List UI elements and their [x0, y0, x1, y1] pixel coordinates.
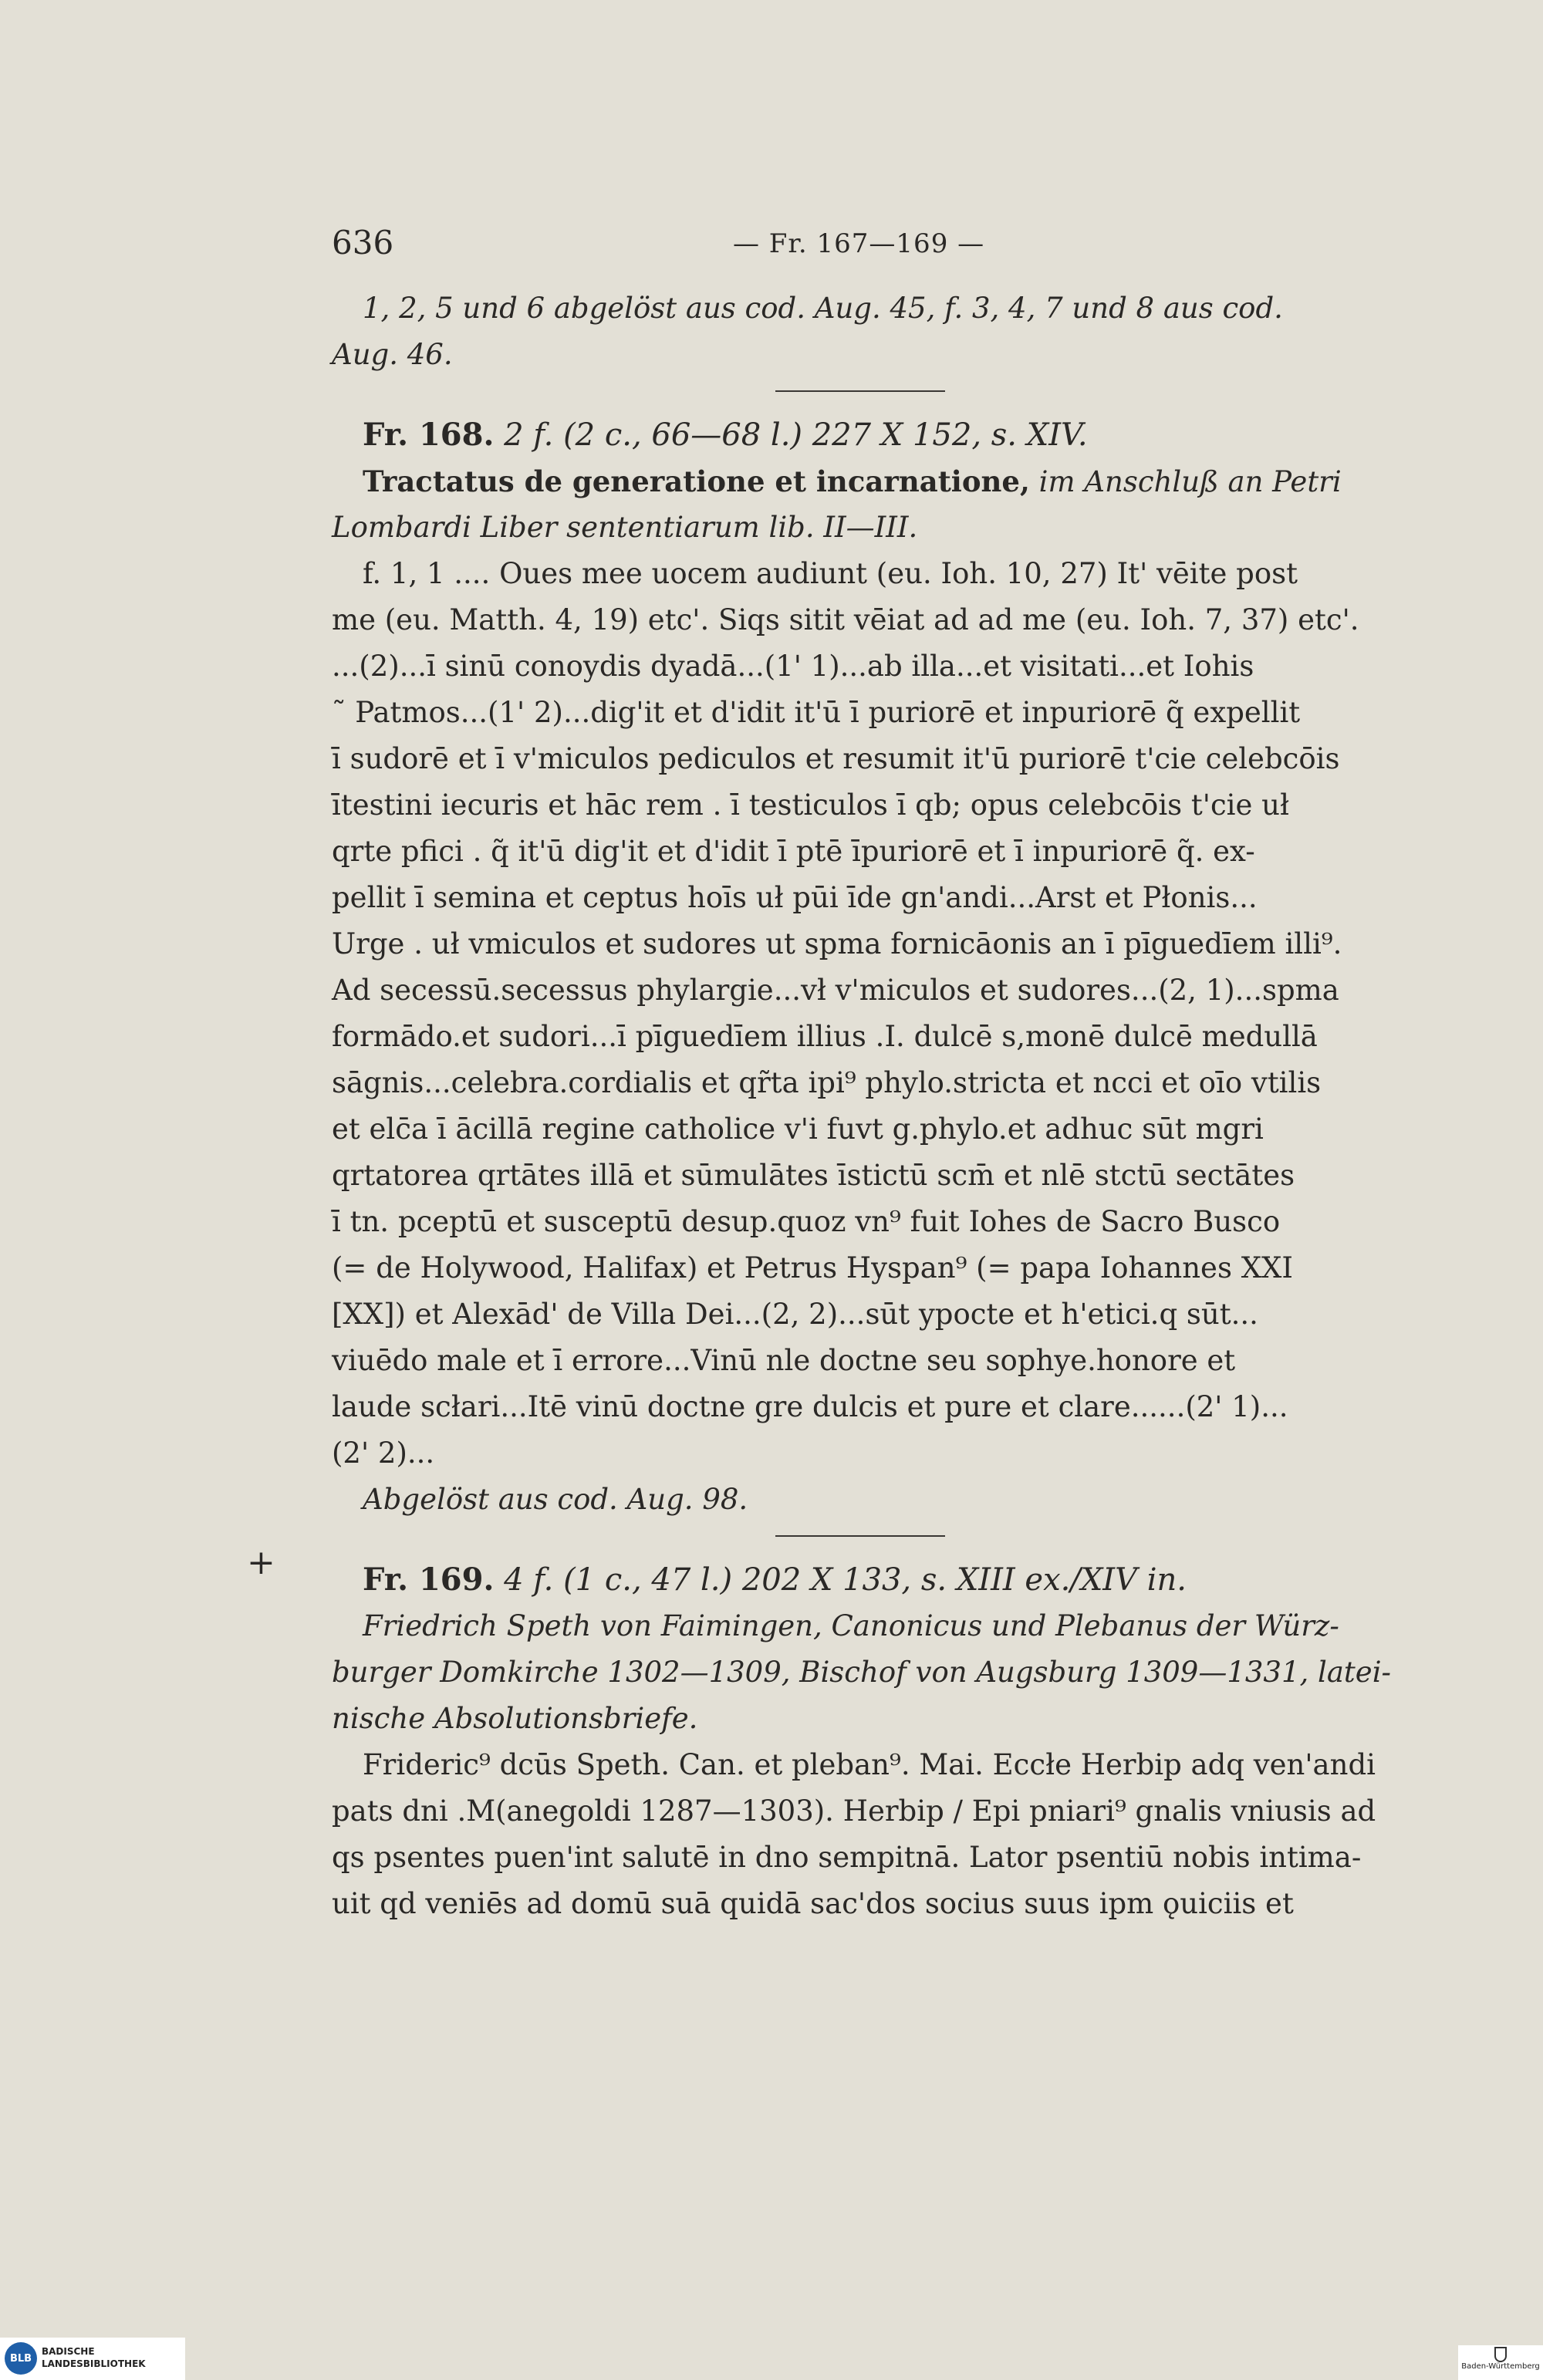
library-name: [42, 2345, 146, 2370]
fr169-title-number: Fr. 169.: [363, 1561, 495, 1598]
fr168-title-number: Fr. 168.: [363, 417, 495, 453]
fr169-description-line: Friedrich Speth von Faimingen, Canonicus und Plebanus der Würz-: [363, 1609, 1339, 1642]
fr168-body-line: qrte pfici . q̃ it'ū dig'it et d'idit ī ptē īpuriorē et ī inpuriorē q̃. ex-: [332, 835, 1255, 868]
fr168-body-line: ī sudorē et ī v'miculos pediculos et resumit it'ū puriorē t'cie celebcōis: [332, 742, 1340, 775]
state-footer: [1458, 2345, 1543, 2380]
fr168-title-details: 2 f. (2 c., 66—68 l.) 227 X 152, s. XIV.: [504, 417, 1088, 453]
intro-line-1: 1, 2, 5 und 6 abgelöst aus cod. Aug. 45, f. 3, 4, 7 und 8 aus cod.: [363, 292, 1283, 325]
intro-line-2: Aug. 46.: [332, 338, 453, 371]
fr169-body-line: qs psentes puen'int salutē in dno sempitnā. Lator psentiū nobis intima-: [332, 1841, 1362, 1874]
fr168-body-line: ītestini iecuris et hāc rem . ī testiculos ī qb; opus celebcōis t'cie uł: [332, 788, 1289, 822]
fr168-body-line: f. 1, 1 .... Oues mee uocem audiunt (eu. Ioh. 10, 27) It' vēite post: [363, 557, 1298, 590]
section-divider: [775, 390, 945, 392]
section-divider: [775, 1535, 945, 1537]
blb-logo-icon: BLB: [5, 2342, 37, 2375]
fr168-body-line: laude scłari...Itē vinū doctne gre dulcis et pure et clare......(2' 1)...: [332, 1390, 1288, 1423]
library-name-line2: LANDESBIBLIOTHEK: [42, 2358, 146, 2369]
fr168-body-line: et elc̄a ī ācillā regine catholice v'i fuvt g.phylo.et adhuc sūt mgri: [332, 1112, 1264, 1146]
page-number: 636: [332, 224, 394, 262]
fr168-body-line: Urge . uł vmiculos et sudores ut spma fornicāonis an ī pīguedīem illi⁹.: [332, 927, 1342, 960]
fr168-body-line: Ad secessū.secessus phylargie...vł v'miculos et sudores...(2, 1)...spma: [332, 974, 1339, 1007]
fr168-body-line: viuēdo male et ī errore...Vinū nle doctne seu sophye.honore et: [332, 1344, 1236, 1377]
fr168-body-line: (= de Holywood, Halifax) et Petrus Hyspan⁹ (= papa Iohannes XXI: [332, 1251, 1294, 1285]
fr169-title: [332, 1557, 1373, 1603]
fr168-body-line: (2' 2)...: [332, 1436, 435, 1470]
fr168-description-note: im Anschluß an Petri: [1038, 465, 1342, 498]
fr169-title-details: 4 f. (1 c., 47 l.) 202 X 133, s. XIII ex./XIV in.: [504, 1562, 1187, 1598]
fr168-body-line: pellit ī semina et ceptus hoīs uł pūi īde gn'andi...Arst et Płonis...: [332, 881, 1258, 914]
fr168-body-line: me (eu. Matth. 4, 19) etc'. Siqs sitit vēiat ad ad me (eu. Ioh. 7, 37) etc'.: [332, 603, 1359, 636]
fr169-body-line: pats dni .M(anegoldi 1287—1303). Herbip / Epi pniari⁹ gnalis vniusis ad: [332, 1794, 1376, 1828]
fr168-description-line2: Lombardi Liber sententiarum lib. II—III.: [332, 511, 918, 544]
page-header: [332, 224, 1358, 270]
fr168-body-line: ˜ Patmos...(1' 2)...dig'it et d'idit it'ū ī puriorē et inpuriorē q̃ expellit: [332, 696, 1301, 729]
fr168-title: [332, 412, 1373, 458]
fr168-body-line: ...(2)...ī sinū conoydis dyadā...(1' 1)...ab illa...et visitati...et Iohis: [332, 650, 1254, 683]
fr169-body-line: Frideric⁹ dcūs Speth. Can. et pleban⁹. Mai. Eccłe Herbip adq ven'andi: [363, 1748, 1376, 1781]
fr168-body-line: [XX]) et Alexād' de Villa Dei...(2, 2)...sūt ypocte et h'etici.q sūt...: [332, 1298, 1258, 1331]
text-block: [332, 285, 1392, 1927]
fr169-description-line: burger Domkirche 1302—1309, Bischof von Augsburg 1309—1331, latei-: [332, 1656, 1392, 1689]
crest-icon: [1494, 2347, 1507, 2362]
fr168-body-line: sāgnis...celebra.cordialis et qr̃ta ipi⁹ phylo.stricta et ncci et oīo vtilis: [332, 1066, 1322, 1099]
margin-plus-mark: +: [247, 1543, 275, 1582]
fr168-description-title: Tractatus de generatione et incarnatione,: [363, 464, 1030, 498]
fr168-source: Abgelöst aus cod. Aug. 98.: [363, 1483, 748, 1516]
fr169-body-line: uit qd veniēs ad domū suā quidā sac'dos socius suus ipm ǫuiciis et: [332, 1887, 1294, 1920]
running-head: — Fr. 167—169 —: [733, 228, 985, 259]
library-footer: [0, 2338, 185, 2380]
fr168-body-line: formādo.et sudori...ī pīguedīem illius .I. dulcē s,monē dulcē medullā: [332, 1020, 1318, 1053]
fr168-description: [332, 458, 1373, 505]
fr168-body-line: qrtatorea qrtātes illā et sūmulātes īstictū scm̄ et nlē stctū sectātes: [332, 1159, 1295, 1192]
fr169-description-line: nische Absolutionsbriefe.: [332, 1702, 698, 1735]
state-label: Baden-Württemberg: [1461, 2362, 1540, 2371]
library-name-line1: BADISCHE: [42, 2346, 95, 2357]
fr168-body-line: ī tn. pceptū et susceptū desup.quoz vn⁹ fuit Iohes de Sacro Busco: [332, 1205, 1281, 1238]
